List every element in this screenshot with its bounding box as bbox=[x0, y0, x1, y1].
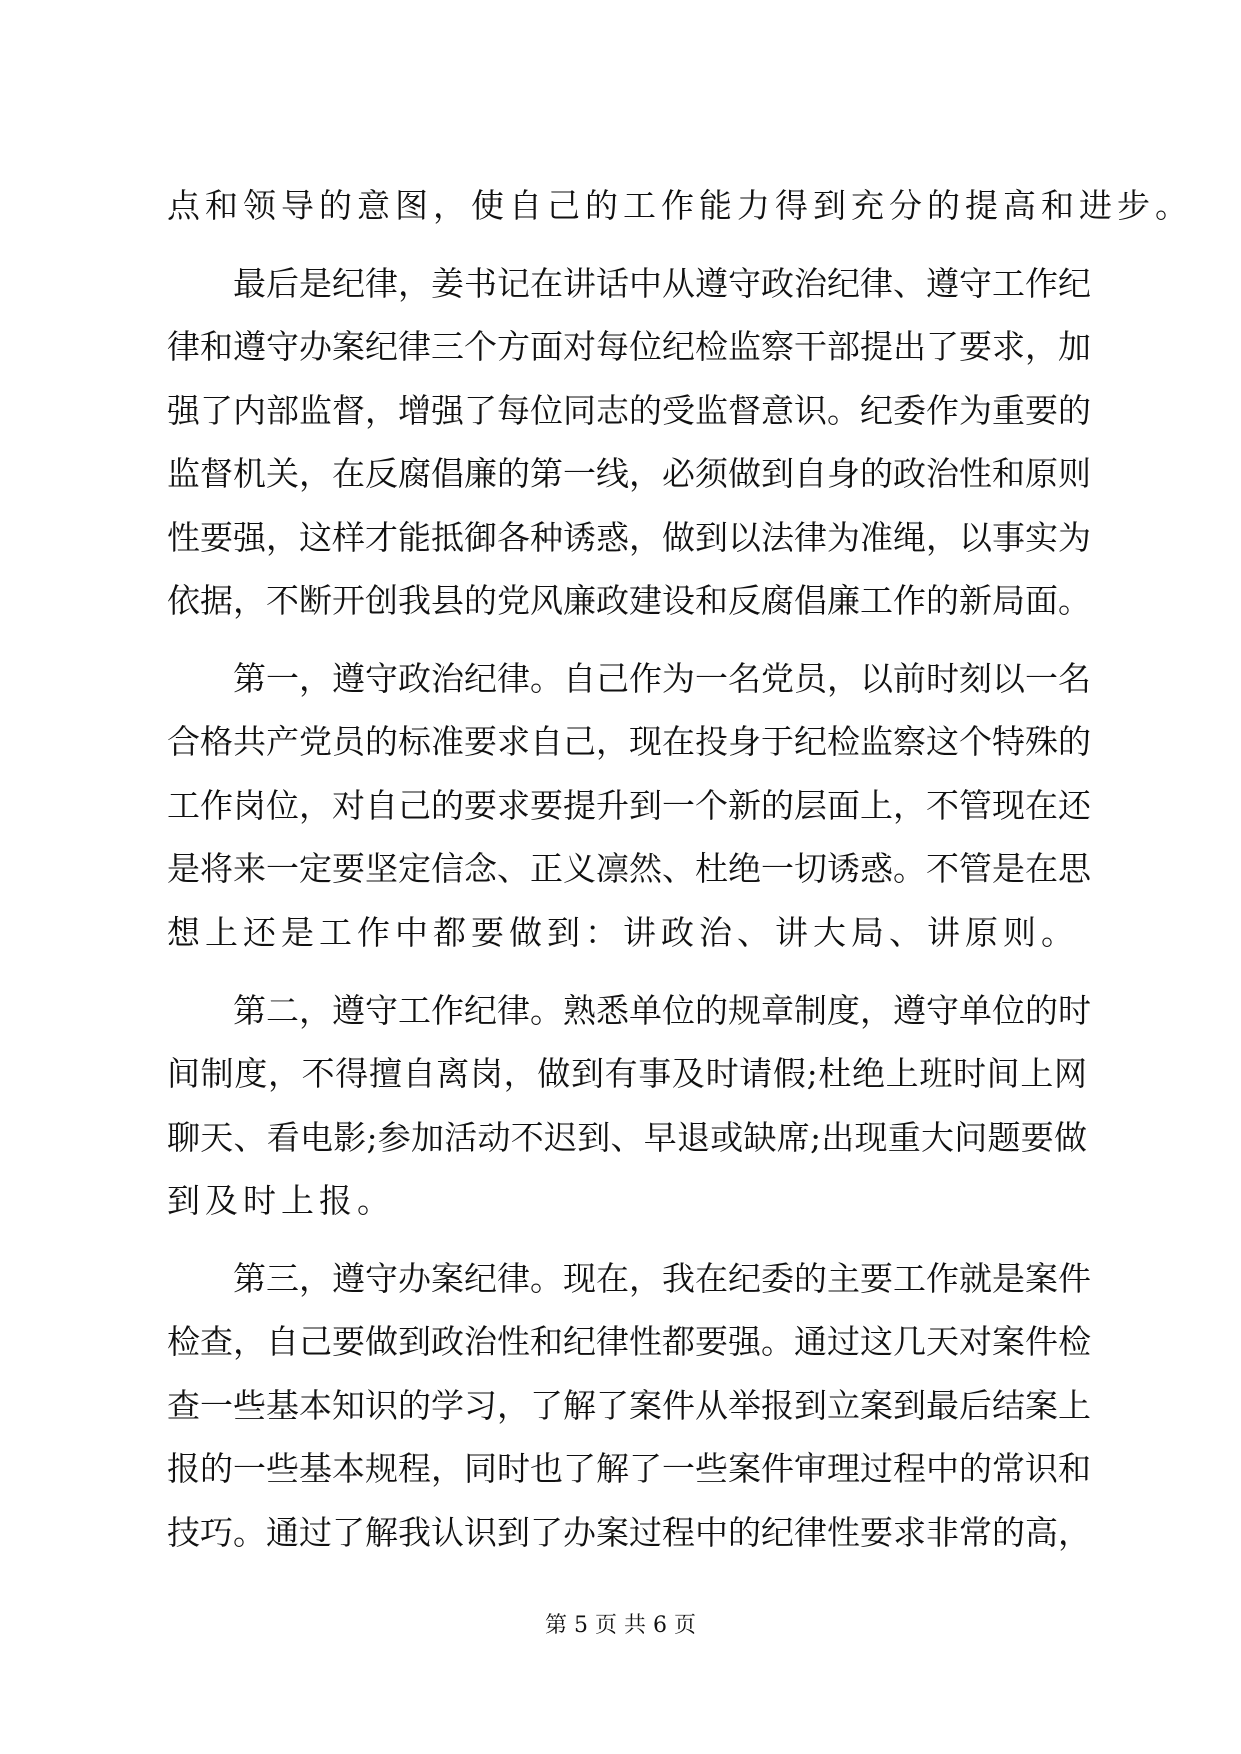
text-line-9: 合格共产党员的标准要求自己，现在投身于纪检监察这个特殊的 bbox=[167, 722, 1091, 761]
text-line-13: 第二，遵守工作纪律。熟悉单位的规章制度，遵守单位的时 bbox=[167, 991, 1091, 1030]
text-line-8: 第一，遵守政治纪律。自己作为一名党员，以前时刻以一名 bbox=[167, 659, 1091, 698]
text-line-18: 检查，自己要做到政治性和纪律性都要强。通过这几天对案件检 bbox=[167, 1322, 1091, 1361]
text-line-19: 查一些基本知识的学习，了解了案件从举报到立案到最后结案上 bbox=[167, 1386, 1091, 1425]
page-footer: 第 5 页 共 6 页 bbox=[545, 1613, 696, 1638]
text-line-11: 是将来一定要坚定信念、正义凛然、杜绝一切诱惑。不管是在思 bbox=[167, 849, 1091, 888]
text-line-16: 到及时上报。 bbox=[167, 1181, 395, 1220]
text-line-1: 点和领导的意图，使自己的工作能力得到充分的提高和进步。 bbox=[167, 186, 1193, 225]
text-line-5: 监督机关，在反腐倡廉的第一线，必须做到自身的政治性和原则 bbox=[167, 454, 1091, 493]
text-line-15: 聊天、看电影;参加活动不迟到、早退或缺席;出现重大问题要做 bbox=[167, 1118, 1087, 1157]
text-line-3: 律和遵守办案纪律三个方面对每位纪检监察干部提出了要求，加 bbox=[167, 327, 1091, 366]
text-line-4: 强了内部监督，增强了每位同志的受监督意识。纪委作为重要的 bbox=[167, 391, 1091, 430]
text-line-7: 依据，不断开创我县的党风廉政建设和反腐倡廉工作的新局面。 bbox=[167, 581, 1091, 620]
text-line-2: 最后是纪律，姜书记在讲话中从遵守政治纪律、遵守工作纪 bbox=[167, 264, 1091, 303]
text-line-6: 性要强，这样才能抵御各种诱惑，做到以法律为准绳，以事实为 bbox=[167, 518, 1091, 557]
text-line-12: 想上还是工作中都要做到：讲政治、讲大局、讲原则。 bbox=[167, 913, 1079, 952]
text-line-10: 工作岗位，对自己的要求要提升到一个新的层面上，不管现在还 bbox=[167, 786, 1091, 825]
text-line-17: 第三，遵守办案纪律。现在，我在纪委的主要工作就是案件 bbox=[167, 1259, 1091, 1298]
text-line-21: 技巧。通过了解我认识到了办案过程中的纪律性要求非常的高， bbox=[167, 1513, 1091, 1552]
text-line-20: 报的一些基本规程，同时也了解了一些案件审理过程中的常识和 bbox=[167, 1449, 1091, 1488]
text-line-14: 间制度，不得擅自离岗，做到有事及时请假;杜绝上班时间上网 bbox=[167, 1054, 1087, 1093]
